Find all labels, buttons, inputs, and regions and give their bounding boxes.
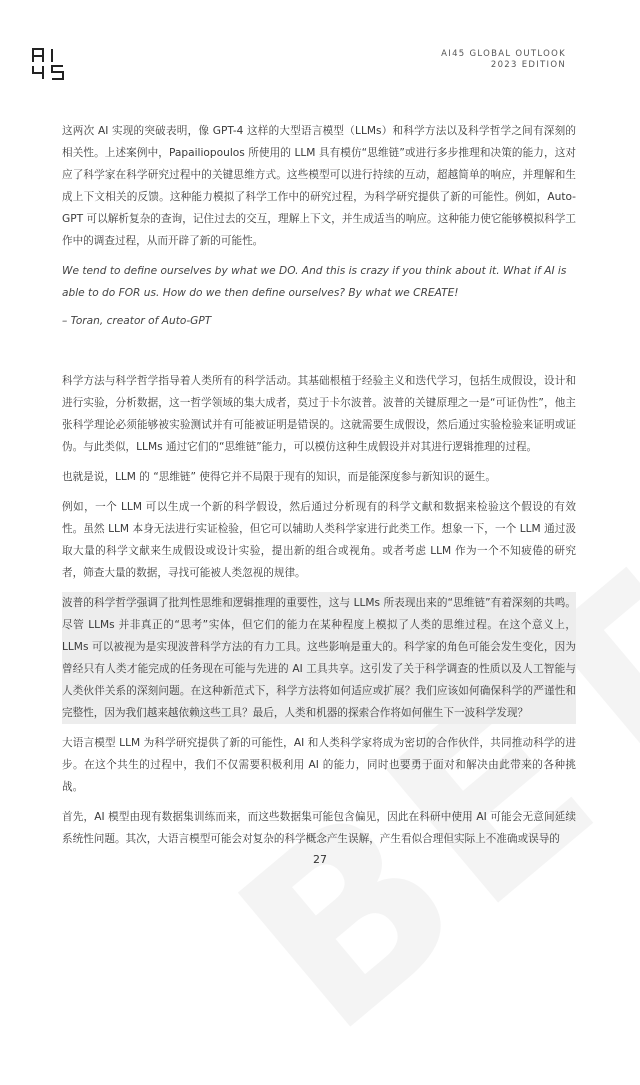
paragraph-chain-of-thought: 也就是说，LLM 的 “思维链” 使得它并不局限于现有的知识，而是能深度参与新知识的诞生。 xyxy=(62,471,496,483)
paragraph-intro: 这两次 AI 实现的突破表明，像 GPT-4 这样的大型语言模型（LLMs）和科学方法以及科学哲学之间有深刻的相关性。上述案例中，Papailiopoulos 所使用的 LLM 具有模仿“思维链”或进行多步推理和决策的能力，这对应了科学家在科学研究过程中的关键思维方式。这些模型可以进行持续的互动，超越简单的响应，并理解和生成上下文相关的反馈。这种能力模拟了科学工作中的研究过程，为科学研究提供了新的可能性。例如，Auto-GPT 可以解析复杂的查询，记住过去的交互，理解上下文，并生成适当的响应。这种能力使它能够模拟科学工作中的调查过程，从而开辟了新的可能性。 xyxy=(62,125,576,247)
header-edition: 2023 EDITION xyxy=(490,60,566,70)
paragraph-challenges: 首先，AI 模型由现有数据集训练而来，而这些数据集可能包含偏见，因此在科研中使用 AI 可能会无意间延续系统性问题。其次，大语言模型可能会对复杂的科学概念产生误解，产生看似合理但实际上不准确或误导的 xyxy=(62,811,576,845)
quote-text: We tend to define ourselves by what we DO. And this is crazy if you think about it. What if AI is able to do FOR us. How do we then define ourselves? By what we CREATE! xyxy=(62,265,567,299)
paragraph-collaboration: 大语言模型 LLM 为科学研究提供了新的可能性，AI 和人类科学家将成为密切的合作伙伴，共同推动科学的进步。在这个共生的过程中，我们不仅需要积极利用 AI 的能力，同时也要勇于面对和解决由此带来的各种挑战。 xyxy=(62,737,576,793)
header-title: AI45 GLOBAL OUTLOOK xyxy=(441,49,566,59)
page-number: 27 xyxy=(313,853,327,866)
paragraph-popper-philosophy: 波普的科学哲学强调了批判性思维和逻辑推理的重要性，这与 LLMs 所表现出来的“思维链”有着深刻的共鸣。尽管 LLMs 并非真正的“思考”实体，但它们的能力在某种程度上模拟了人类的思维过程。在这个意义上，LLMs 可以被视为是实现波普科学方法的有力工具。这些影响是重大的。科学家的角色可能会发生变化，因为曾经只有人类才能完成的任务现在可能与先进的 AI 工具共享。这引发了关于科学调查的性质以及人工智能与人类伙伴关系的深刻问题。在这种新范式下，科学方法将如何适应或扩展？我们应该如何确保科学的严谨性和完整性，因为我们越来越依赖这些工具？最后，人类和机器的探索合作将如何催生下一波科学发现？ xyxy=(62,592,576,724)
main-content xyxy=(62,120,576,850)
paragraph-scientific-method: 科学方法与科学哲学指导着人类所有的科学活动。其基础根植于经验主义和迭代学习，包括生成假设，设计和进行实验，分析数据，这一哲学领域的集大成者，莫过于卡尔波普。波普的关键原理之一是“可证伪性”，他主张科学理论必须能够被实验测试并有可能被证明是错误的。这就需要生成假设，然后通过实验检验来证明或证伪。与此类似，LLMs 通过它们的“思维链”能力，可以模仿这种生成假设并对其进行逻辑推理的过程。 xyxy=(62,375,576,453)
report-edition-header xyxy=(441,49,566,71)
paragraph-hypothesis-example: 例如，一个 LLM 可以生成一个新的科学假设，然后通过分析现有的科学文献和数据来检验这个假设的有效性。虽然 LLM 本身无法进行实证检验，但它可以辅助人类科学家进行此类工作。想象一下，一个 LLM 通过汲取大量的科学文献来生成假设或设计实验，提出新的组合或视角。或者考虑 LLM 作为一个不知疲倦的研究者，筛查大量的数据，寻找可能被人类忽视的规律。 xyxy=(62,501,576,579)
ai45-logo xyxy=(30,46,76,82)
quote-attribution: – Toran, creator of Auto-GPT xyxy=(62,315,212,327)
